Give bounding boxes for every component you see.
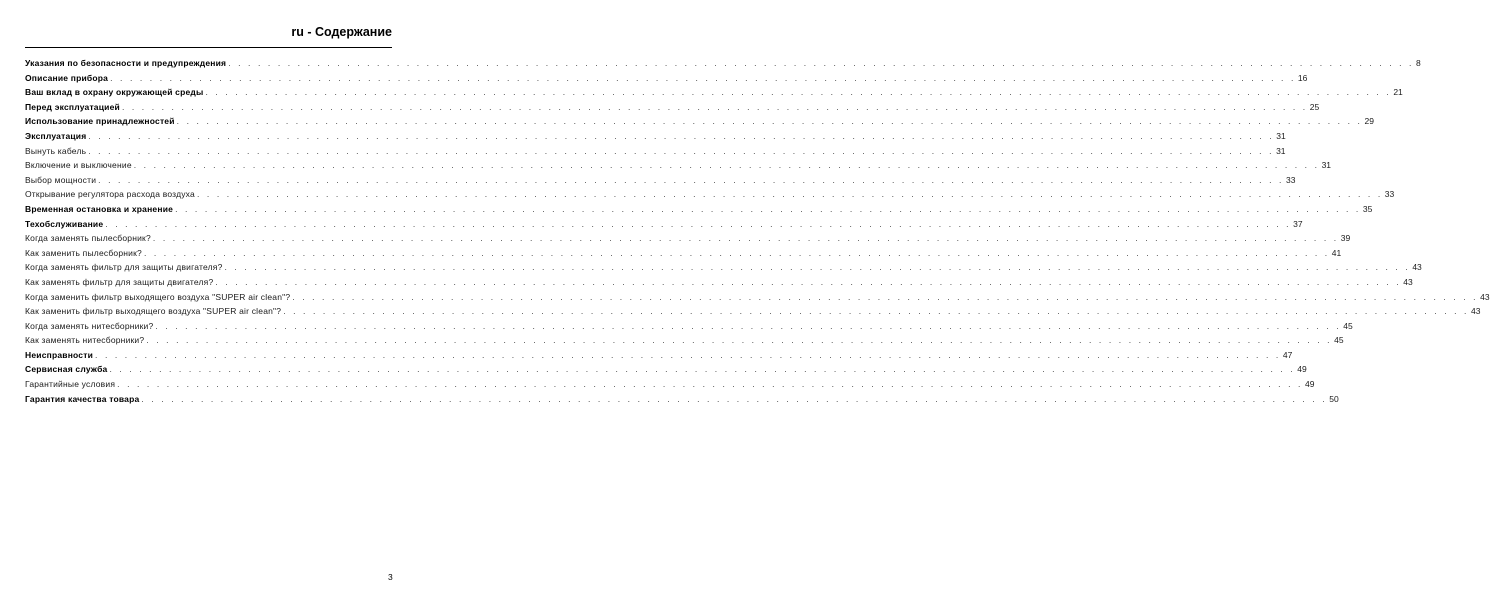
dot-leader: . . . . . . . . . . . . . . . . . . . . . . . . . . . . . . . . . . . . . . . . . . . . . . . . . . . . . . . . . . . . . . . . . . . . . . . . . . . . . . . . . . . . . . . . . . . . . . . . . . . . . . . . . . . . . . . . . . . . . . . . xyxy=(215,276,1402,287)
toc-entry[interactable] xyxy=(25,231,1351,246)
dot-leader: . . . . . . . . . . . . . . . . . . . . . . . . . . . . . . . . . . . . . . . . . . . . . . . . . . . . . . . . . . . . . . . . . . . . . . . . . . . . . . . . . . . . . . . . . . . . . . . . . . . . . . . . . . . . . . . . . . . . . . . . xyxy=(146,335,1333,346)
dot-leader: . . . . . . . . . . . . . . . . . . . . . . . . . . . . . . . . . . . . . . . . . . . . . . . . . . . . . . . . . . . . . . . . . . . . . . . . . . . . . . . . . . . . . . . . . . . . . . . . . . . . . . . . . . . . . . . . . . . . . . . . xyxy=(141,393,1328,404)
toc-entry-title: Открывание регулятора расхода воздуха xyxy=(25,189,195,200)
toc-entry-page: 43 xyxy=(1471,306,1481,317)
toc-entry-title: Использование принадлежностей xyxy=(25,116,175,127)
dot-leader: . . . . . . . . . . . . . . . . . . . . . . . . . . . . . . . . . . . . . . . . . . . . . . . . . . . . . . . . . . . . . . . . . . . . . . . . . . . . . . . . . . . . . . . . . . . . . . . . . . . . . . . . . . . . . . . . . . . . . . . . xyxy=(98,174,1284,185)
toc-entry-title: Техобслуживание xyxy=(25,218,104,229)
toc-entry[interactable] xyxy=(25,290,1490,305)
toc-entry[interactable] xyxy=(25,85,1403,100)
toc-entry-page: 49 xyxy=(1304,379,1315,390)
toc-entry-page: 41 xyxy=(1331,247,1342,258)
toc-entry[interactable] xyxy=(25,129,1286,144)
toc-entry-title: Временная остановка и хранение xyxy=(25,203,174,214)
toc-entry-page: 29 xyxy=(1364,116,1374,127)
toc-entry-page: 43 xyxy=(1480,291,1490,302)
toc-entry-title: Вынуть кабель xyxy=(25,145,87,156)
dot-leader: . . . . . . . . . . . . . . . . . . . . . . . . . . . . . . . . . . . . . . . . . . . . . . . . . . . . . . . . . . . . . . . . . . . . . . . . . . . . . . . . . . . . . . . . . . . . . . . . . . . . . . . . . . . . . . . . . . . . . . . . xyxy=(105,218,1292,229)
page-number: 3 xyxy=(388,572,393,582)
toc-entry[interactable] xyxy=(25,333,1344,348)
toc-entry-page: 37 xyxy=(1293,218,1303,229)
toc-entry-page: 43 xyxy=(1412,262,1422,273)
toc-entry[interactable] xyxy=(25,173,1296,188)
toc-entry-page: 33 xyxy=(1285,174,1296,185)
toc-entry-page: 25 xyxy=(1309,101,1320,112)
toc-entry[interactable] xyxy=(25,319,1353,334)
toc-entry-title: Когда заменять фильтр для защиты двигателя? xyxy=(25,262,223,273)
toc-entry-title: Когда заменять нитесборники? xyxy=(25,320,154,331)
dot-leader: . . . . . . . . . . . . . . . . . . . . . . . . . . . . . . . . . . . . . . . . . . . . . . . . . . . . . . . . . . . . . . . . . . . . . . . . . . . . . . . . . . . . . . . . . . . . . . . . . . . . . . . . . . . . . . . . . . . . . . . . xyxy=(283,306,1470,317)
toc-entry-title: Выбор мощности xyxy=(25,174,97,185)
dot-leader: . . . . . . . . . . . . . . . . . . . . . . . . . . . . . . . . . . . . . . . . . . . . . . . . . . . . . . . . . . . . . . . . . . . . . . . . . . . . . . . . . . . . . . . . . . . . . . . . . . . . . . . . . . . . . . . . . . . . . . . . xyxy=(175,203,1361,214)
toc-entry[interactable] xyxy=(25,348,1293,363)
toc-entry[interactable] xyxy=(25,304,1481,319)
toc-entry[interactable] xyxy=(25,202,1373,217)
toc-entry-title: Когда заменить фильтр выходящего воздуха "SUPER air clean"? xyxy=(25,291,291,302)
toc-entry[interactable] xyxy=(25,187,1395,202)
toc-entry-page: 39 xyxy=(1340,233,1351,244)
toc-entry-title: Гарантийные условия xyxy=(25,379,116,390)
toc-entry-title: Эксплуатация xyxy=(25,130,87,141)
dot-leader: . . . . . . . . . . . . . . . . . . . . . . . . . . . . . . . . . . . . . . . . . . . . . . . . . . . . . . . . . . . . . . . . . . . . . . . . . . . . . . . . . . . . . . . . . . . . . . . . . . . . . . . . . . . . . . . . . . . . . . . . xyxy=(110,72,1296,83)
dot-leader: . . . . . . . . . . . . . . . . . . . . . . . . . . . . . . . . . . . . . . . . . . . . . . . . . . . . . . . . . . . . . . . . . . . . . . . . . . . . . . . . . . . . . . . . . . . . . . . . . . . . . . . . . . . . . . . . . . . . . . . . xyxy=(88,145,1275,156)
toc-entry[interactable] xyxy=(25,71,1308,86)
toc-entry-title: Как заменять фильтр для защиты двигателя? xyxy=(25,276,214,287)
dot-leader: . . . . . . . . . . . . . . . . . . . . . . . . . . . . . . . . . . . . . . . . . . . . . . . . . . . . . . . . . . . . . . . . . . . . . . . . . . . . . . . . . . . . . . . . . . . . . . . . . . . . . . . . . . . . . . . . . . . . . . . . xyxy=(109,364,1296,375)
toc-entry-title: Указания по безопасности и предупреждения xyxy=(25,58,227,68)
toc-entry-title: Как заменять нитесборники? xyxy=(25,335,145,346)
dot-leader: . . . . . . . . . . . . . . . . . . . . . . . . . . . . . . . . . . . . . . . . . . . . . . . . . . . . . . . . . . . . . . . . . . . . . . . . . . . . . . . . . . . . . . . . . . . . . . . . . . . . . . . . . . . . . . . . . . . . . . . . xyxy=(152,233,1339,244)
toc-entry[interactable] xyxy=(25,56,1421,71)
toc-entry[interactable] xyxy=(25,158,1332,173)
toc-entry[interactable] xyxy=(25,362,1307,377)
dot-leader: . . . . . . . . . . . . . . . . . . . . . . . . . . . . . . . . . . . . . . . . . . . . . . . . . . . . . . . . . . . . . . . . . . . . . . . . . . . . . . . . . . . . . . . . . . . . . . . . . . . . . . . . . . . . . . . . . . . . . . . . xyxy=(205,87,1392,98)
toc-entry-page: 31 xyxy=(1276,130,1286,141)
toc-entry-page: 45 xyxy=(1334,335,1344,346)
toc-entry[interactable] xyxy=(25,246,1342,261)
toc-entry-page: 33 xyxy=(1384,189,1395,200)
dot-leader: . . . . . . . . . . . . . . . . . . . . . . . . . . . . . . . . . . . . . . . . . . . . . . . . . . . . . . . . . . . . . . . . . . . . . . . . . . . . . . . . . . . . . . . . . . . . . . . . . . . . . . . . . . . . . . . . . . . . . . . . xyxy=(224,262,1411,273)
toc-entry-page: 35 xyxy=(1362,203,1373,214)
dot-leader: . . . . . . . . . . . . . . . . . . . . . . . . . . . . . . . . . . . . . . . . . . . . . . . . . . . . . . . . . . . . . . . . . . . . . . . . . . . . . . . . . . . . . . . . . . . . . . . . . . . . . . . . . . . . . . . . . . . . . . . . xyxy=(133,160,1320,171)
toc-entry[interactable] xyxy=(25,260,1422,275)
toc-entry-title: Гарантия качества товара xyxy=(25,393,140,404)
dot-leader: . . . . . . . . . . . . . . . . . . . . . . . . . . . . . . . . . . . . . . . . . . . . . . . . . . . . . . . . . . . . . . . . . . . . . . . . . . . . . . . . . . . . . . . . . . . . . . . . . . . . . . . . . . . . . . . . . . . . . . . . xyxy=(176,116,1363,127)
dot-leader: . . . . . . . . . . . . . . . . . . . . . . . . . . . . . . . . . . . . . . . . . . . . . . . . . . . . . . . . . . . . . . . . . . . . . . . . . . . . . . . . . . . . . . . . . . . . . . . . . . . . . . . . . . . . . . . . . . . . . . . . xyxy=(196,189,1383,200)
toc-entry[interactable] xyxy=(25,114,1374,129)
toc-entry-page: 31 xyxy=(1321,160,1332,171)
toc-entry-page: 50 xyxy=(1329,393,1339,404)
toc-entry-title: Неисправности xyxy=(25,349,94,360)
dot-leader: . . . . . . . . . . . . . . . . . . . . . . . . . . . . . . . . . . . . . . . . . . . . . . . . . . . . . . . . . . . . . . . . . . . . . . . . . . . . . . . . . . . . . . . . . . . . . . . . . . . . . . . . . . . . . . . . . . . . . . . . xyxy=(117,379,1303,390)
dot-leader: . . . . . . . . . . . . . . . . . . . . . . . . . . . . . . . . . . . . . . . . . . . . . . . . . . . . . . . . . . . . . . . . . . . . . . . . . . . . . . . . . . . . . . . . . . . . . . . . . . . . . . . . . . . . . . . . . . . . . . . . xyxy=(88,130,1275,141)
page-header xyxy=(25,25,392,48)
toc-entry-title: Включение и выключение xyxy=(25,160,132,171)
table-of-contents xyxy=(25,56,1490,406)
toc-entry-title: Сервисная служба xyxy=(25,364,108,375)
toc-entry-page: 21 xyxy=(1393,87,1403,98)
toc-entry-title: Как заменить пылесборник? xyxy=(25,247,142,258)
toc-entry-title: Перед эксплуатацией xyxy=(25,101,120,112)
dot-leader: . . . . . . . . . . . . . . . . . . . . . . . . . . . . . . . . . . . . . . . . . . . . . . . . . . . . . . . . . . . . . . . . . . . . . . . . . . . . . . . . . . . . . . . . . . . . . . . . . . . . . . . . . . . . . . . . . . . . . . . . xyxy=(228,58,1415,68)
toc-entry-title: Ваш вклад в охрану окружающей среды xyxy=(25,87,204,98)
dot-leader: . . . . . . . . . . . . . . . . . . . . . . . . . . . . . . . . . . . . . . . . . . . . . . . . . . . . . . . . . . . . . . . . . . . . . . . . . . . . . . . . . . . . . . . . . . . . . . . . . . . . . . . . . . . . . . . . . . . . . . . . xyxy=(155,320,1342,331)
toc-entry-title: Как заменить фильтр выходящего воздуха "SUPER air clean"? xyxy=(25,306,282,317)
dot-leader: . . . . . . . . . . . . . . . . . . . . . . . . . . . . . . . . . . . . . . . . . . . . . . . . . . . . . . . . . . . . . . . . . . . . . . . . . . . . . . . . . . . . . . . . . . . . . . . . . . . . . . . . . . . . . . . . . . . . . . . . xyxy=(143,247,1330,258)
toc-entry[interactable] xyxy=(25,377,1315,392)
toc-entry-page: 16 xyxy=(1297,72,1308,83)
toc-entry-page: 31 xyxy=(1276,145,1286,156)
toc-entry[interactable] xyxy=(25,217,1303,232)
toc-entry[interactable] xyxy=(25,275,1413,290)
dot-leader: . . . . . . . . . . . . . . . . . . . . . . . . . . . . . . . . . . . . . . . . . . . . . . . . . . . . . . . . . . . . . . . . . . . . . . . . . . . . . . . . . . . . . . . . . . . . . . . . . . . . . . . . . . . . . . . . . . . . . . . . xyxy=(292,291,1479,302)
toc-entry-title: Описание прибора xyxy=(25,72,109,83)
page-title: ru - Содержание xyxy=(291,25,392,39)
toc-entry-title: Когда заменять пылесборник? xyxy=(25,233,151,244)
dot-leader: . . . . . . . . . . . . . . . . . . . . . . . . . . . . . . . . . . . . . . . . . . . . . . . . . . . . . . . . . . . . . . . . . . . . . . . . . . . . . . . . . . . . . . . . . . . . . . . . . . . . . . . . . . . . . . . . . . . . . . . . xyxy=(121,101,1308,112)
toc-entry-page: 45 xyxy=(1343,320,1353,331)
toc-entry-page: 49 xyxy=(1297,364,1307,375)
toc-entry[interactable] xyxy=(25,144,1286,159)
toc-entry-page: 43 xyxy=(1403,276,1413,287)
toc-entry-page: 47 xyxy=(1282,349,1293,360)
toc-entry[interactable] xyxy=(25,100,1320,115)
dot-leader: . . . . . . . . . . . . . . . . . . . . . . . . . . . . . . . . . . . . . . . . . . . . . . . . . . . . . . . . . . . . . . . . . . . . . . . . . . . . . . . . . . . . . . . . . . . . . . . . . . . . . . . . . . . . . . . . . . . . . . . . xyxy=(95,349,1281,360)
toc-entry[interactable] xyxy=(25,392,1339,407)
toc-entry-page: 8 xyxy=(1416,58,1421,68)
